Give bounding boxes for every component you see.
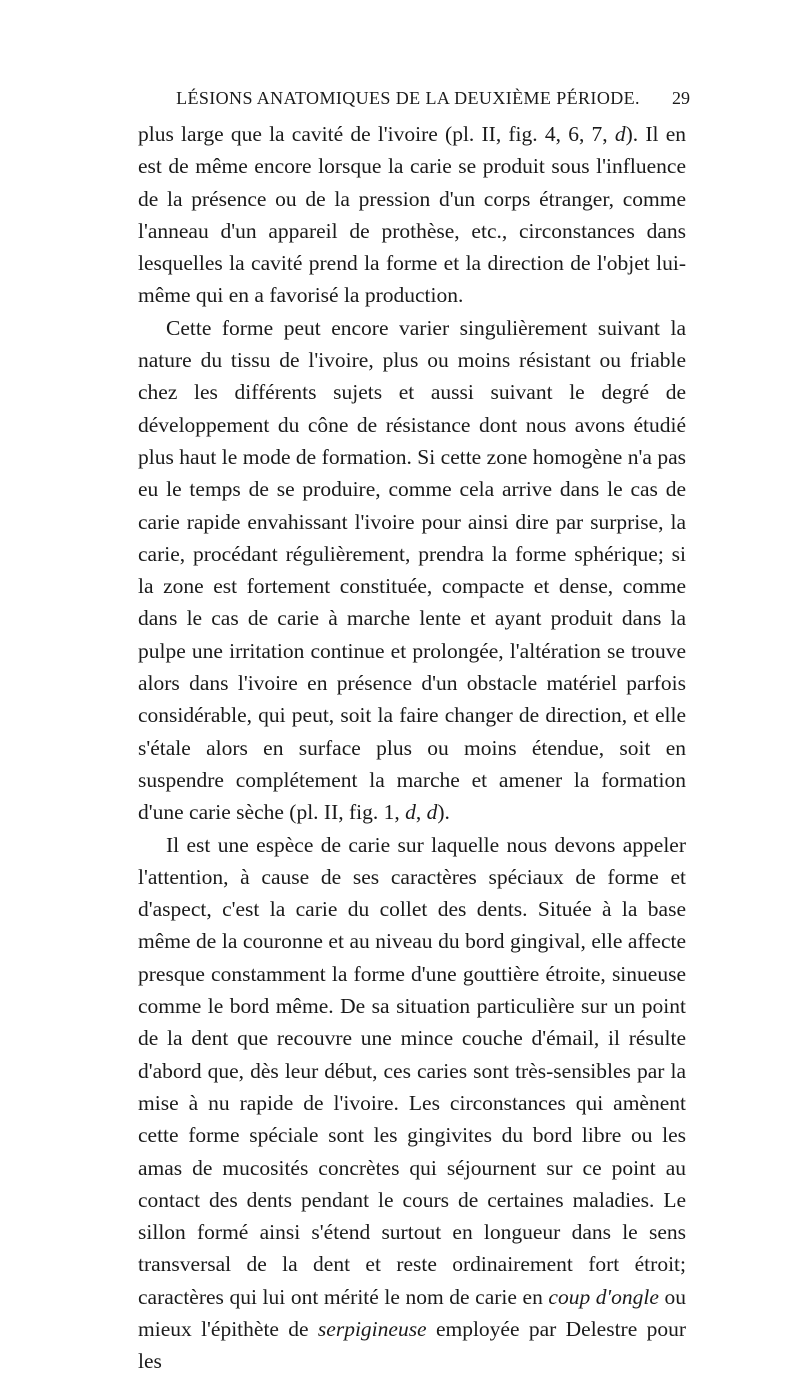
text-segment: ). [437, 800, 450, 825]
text-segment: , [415, 800, 427, 825]
page-number: 29 [672, 88, 690, 108]
italic-term-coup-d-ongle: coup d'ongle [548, 1284, 659, 1309]
italic-letter: d [426, 800, 438, 825]
text-segment: Cette forme peut encore varier singulièrement suivant la nature du tissu de l'ivoire, plus ou moins résistant ou friable chez les différents sujets et aussi suivant le degré de développement du cône de résistance dont nous avons étudié plus haut le mode de formation. Si cette zone homogène n'a pas eu le temps de se produire, comme cela arrive dans le cas de carie rapide envahissant l'ivoire pour ainsi dire par surprise, la carie, procédant régulièrement, prendra la forme sphérique; si la zone est fortement constituée, compacte et dense, comme dans le cas de carie à marche lente et ayant produit dans la pulpe une irritation continue et prolongée, l'altération se trouve alors dans l'ivoire en présence d'un obstacle matériel parfois considérable, qui peut, soit la faire changer de direction, et elle s'étale alors en surface plus ou moins étendue, soit en suspendre complétement la marche et amener la formation d'une carie sèche (pl. II, fig. 1, [138, 315, 686, 825]
italic-term-serpigineuse: serpigineuse [317, 1316, 427, 1341]
text-segment: Il est une espèce de carie sur laquelle nous devons appeler l'attention, à cause de ses caractères spéciaux de forme et d'aspect, c'est la carie du collet des dents. Située à la base même de la couronne et au niveau du bord gingival, elle affecte presque constamment la forme d'une gouttière étroite, sinueuse comme le bord même. De sa situation particulière sur un point de la dent que recouvre une mince couche d'émail, il résulte d'abord que, dès leur début, ces caries sont très-sensibles par la mise à nu rapide de l'ivoire. Les circonstances qui amènent cette forme spéciale sont les gingivites du bord libre ou les amas de mucosités concrètes qui séjournent sur ce point au contact des dents pendant le cours de certaines maladies. Le sillon formé ainsi s'étend surtout en longueur dans le sens transversal de la dent et reste ordinairement fort étroit; caractères qui lui ont mérité le nom de carie en [138, 832, 686, 1309]
italic-letter: d [405, 800, 416, 825]
paragraph-1 [138, 118, 686, 312]
text-segment: plus large que la cavité de l'ivoire (pl. II, fig. 4, 6, 7, [138, 122, 615, 146]
running-title: LÉSIONS ANATOMIQUES DE LA DEUXIÈME PÉRIODE. [176, 88, 640, 108]
italic-letter: d [614, 122, 626, 146]
body-text [138, 118, 686, 1378]
running-head [138, 88, 678, 109]
text-segment: ). Il en est de même encore lorsque la carie se produit sous l'influence de la présence ou de la pression d'un corps étranger, comme l'anneau d'un appareil de prothèse, etc., circonstances dans lesquelles la cavité prend la forme et la direction de l'objet lui-même qui en a favorisé la production. [138, 122, 686, 308]
paragraph-3 [138, 829, 686, 1378]
text-segment: ou mieux l'épithète de [138, 1284, 687, 1341]
text-segment: employée par Delestre pour les [138, 1316, 686, 1374]
paragraph-2 [138, 312, 686, 829]
